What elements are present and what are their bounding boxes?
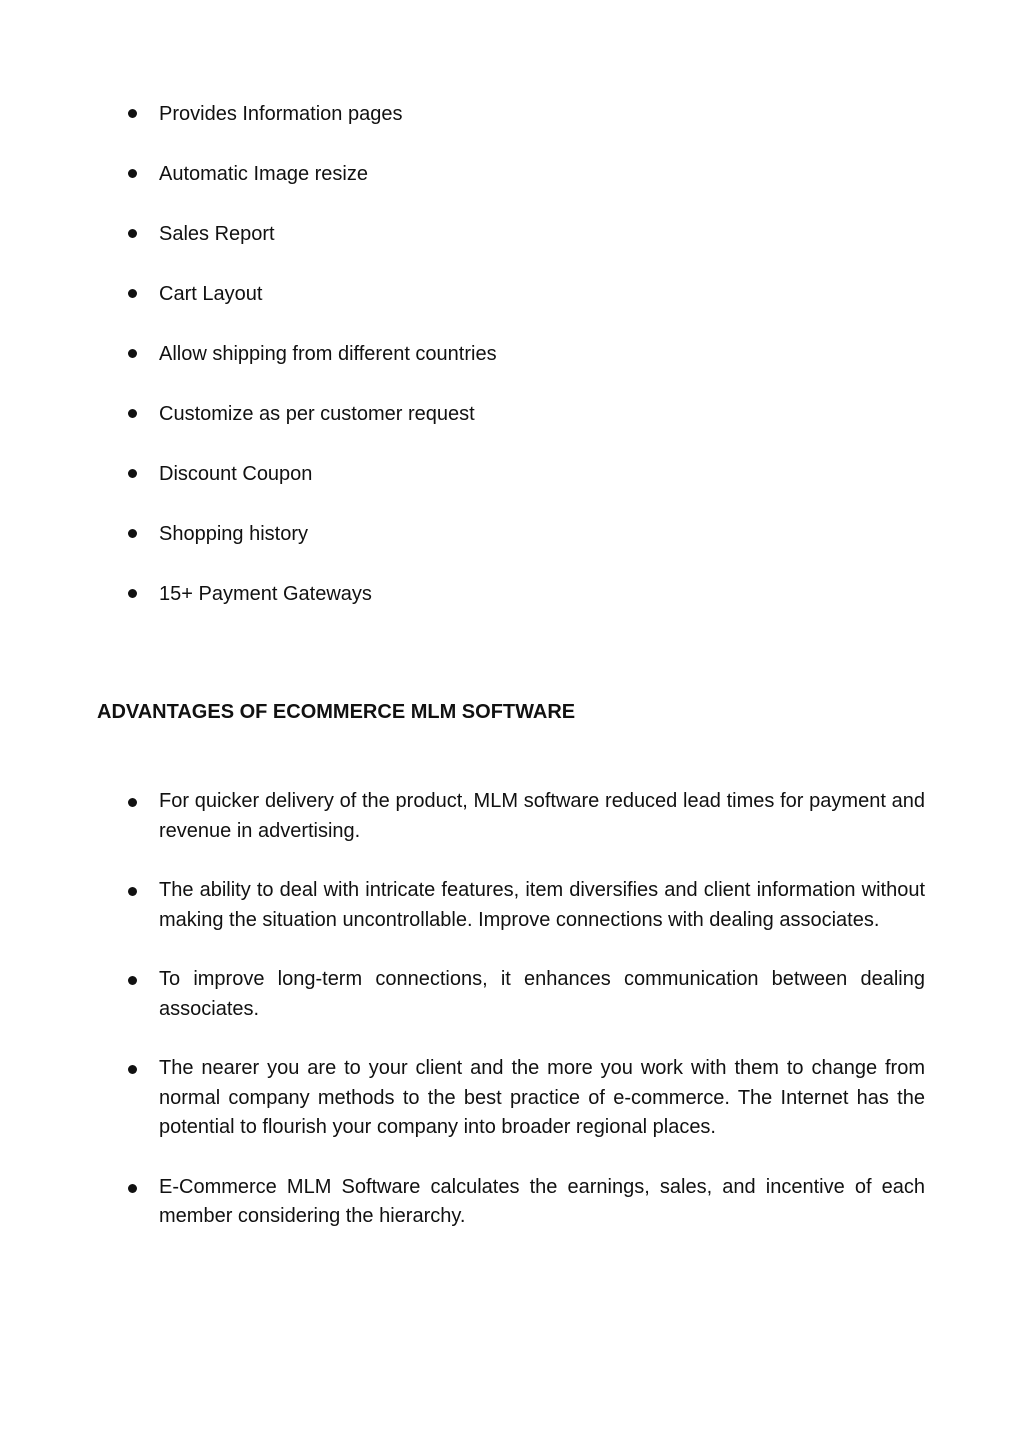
bullet-icon xyxy=(128,109,137,118)
bullet-icon xyxy=(128,976,137,985)
list-item xyxy=(0,217,1024,277)
list-item xyxy=(0,577,1024,637)
list-item xyxy=(0,457,1024,517)
list-item xyxy=(0,337,1024,397)
bullet-icon xyxy=(128,589,137,598)
bullet-icon xyxy=(128,798,137,807)
section-heading: ADVANTAGES OF ECOMMERCE MLM SOFTWARE xyxy=(97,701,576,723)
list-item-text: Provides Information pages xyxy=(159,103,403,125)
list-item xyxy=(0,517,1024,577)
list-item-text: 15+ Payment Gateways xyxy=(159,583,372,605)
list-item-text: E-Commerce MLM Software calculates the earnings, sales, and incentive of each member considering the hierarchy. xyxy=(159,1175,925,1227)
list-item xyxy=(0,97,1024,157)
bullet-icon xyxy=(128,229,137,238)
bullet-icon xyxy=(128,289,137,298)
list-item-text: Cart Layout xyxy=(159,283,263,305)
list-item xyxy=(0,787,1024,846)
list-item-text: For quicker delivery of the product, MLM software reduced lead times for payment and revenue in advertising. xyxy=(159,790,925,842)
advantages-list xyxy=(0,787,1024,1262)
list-item-text: Customize as per customer request xyxy=(159,403,475,425)
features-list xyxy=(0,97,1024,637)
list-item xyxy=(0,157,1024,217)
list-item xyxy=(0,965,1024,1024)
list-item xyxy=(0,1054,1024,1143)
list-item xyxy=(0,277,1024,337)
list-item-text: Discount Coupon xyxy=(159,463,313,485)
list-item-text: Sales Report xyxy=(159,223,275,245)
list-item xyxy=(0,1173,1024,1232)
bullet-icon xyxy=(128,469,137,478)
bullet-icon xyxy=(128,887,137,896)
list-item-text: Allow shipping from different countries xyxy=(159,343,497,365)
list-item-text: The nearer you are to your client and the more you work with them to change from normal company methods to the best practice of e-commerce. The Internet has the potential to flourish your company into broader regional places. xyxy=(159,1057,925,1138)
bullet-icon xyxy=(128,409,137,418)
list-item-text: The ability to deal with intricate features, item diversifies and client information without making the situation uncontrollable. Improve connections with dealing associates. xyxy=(159,879,925,931)
bullet-icon xyxy=(128,169,137,178)
list-item-text: Automatic Image resize xyxy=(159,163,368,185)
bullet-icon xyxy=(128,1184,137,1193)
bullet-icon xyxy=(128,1065,137,1074)
bullet-icon xyxy=(128,349,137,358)
list-item xyxy=(0,397,1024,457)
list-item-text: Shopping history xyxy=(159,523,308,545)
bullet-icon xyxy=(128,529,137,538)
list-item-text: To improve long-term connections, it enhances communication between dealing associates. xyxy=(159,968,925,1020)
list-item xyxy=(0,876,1024,935)
